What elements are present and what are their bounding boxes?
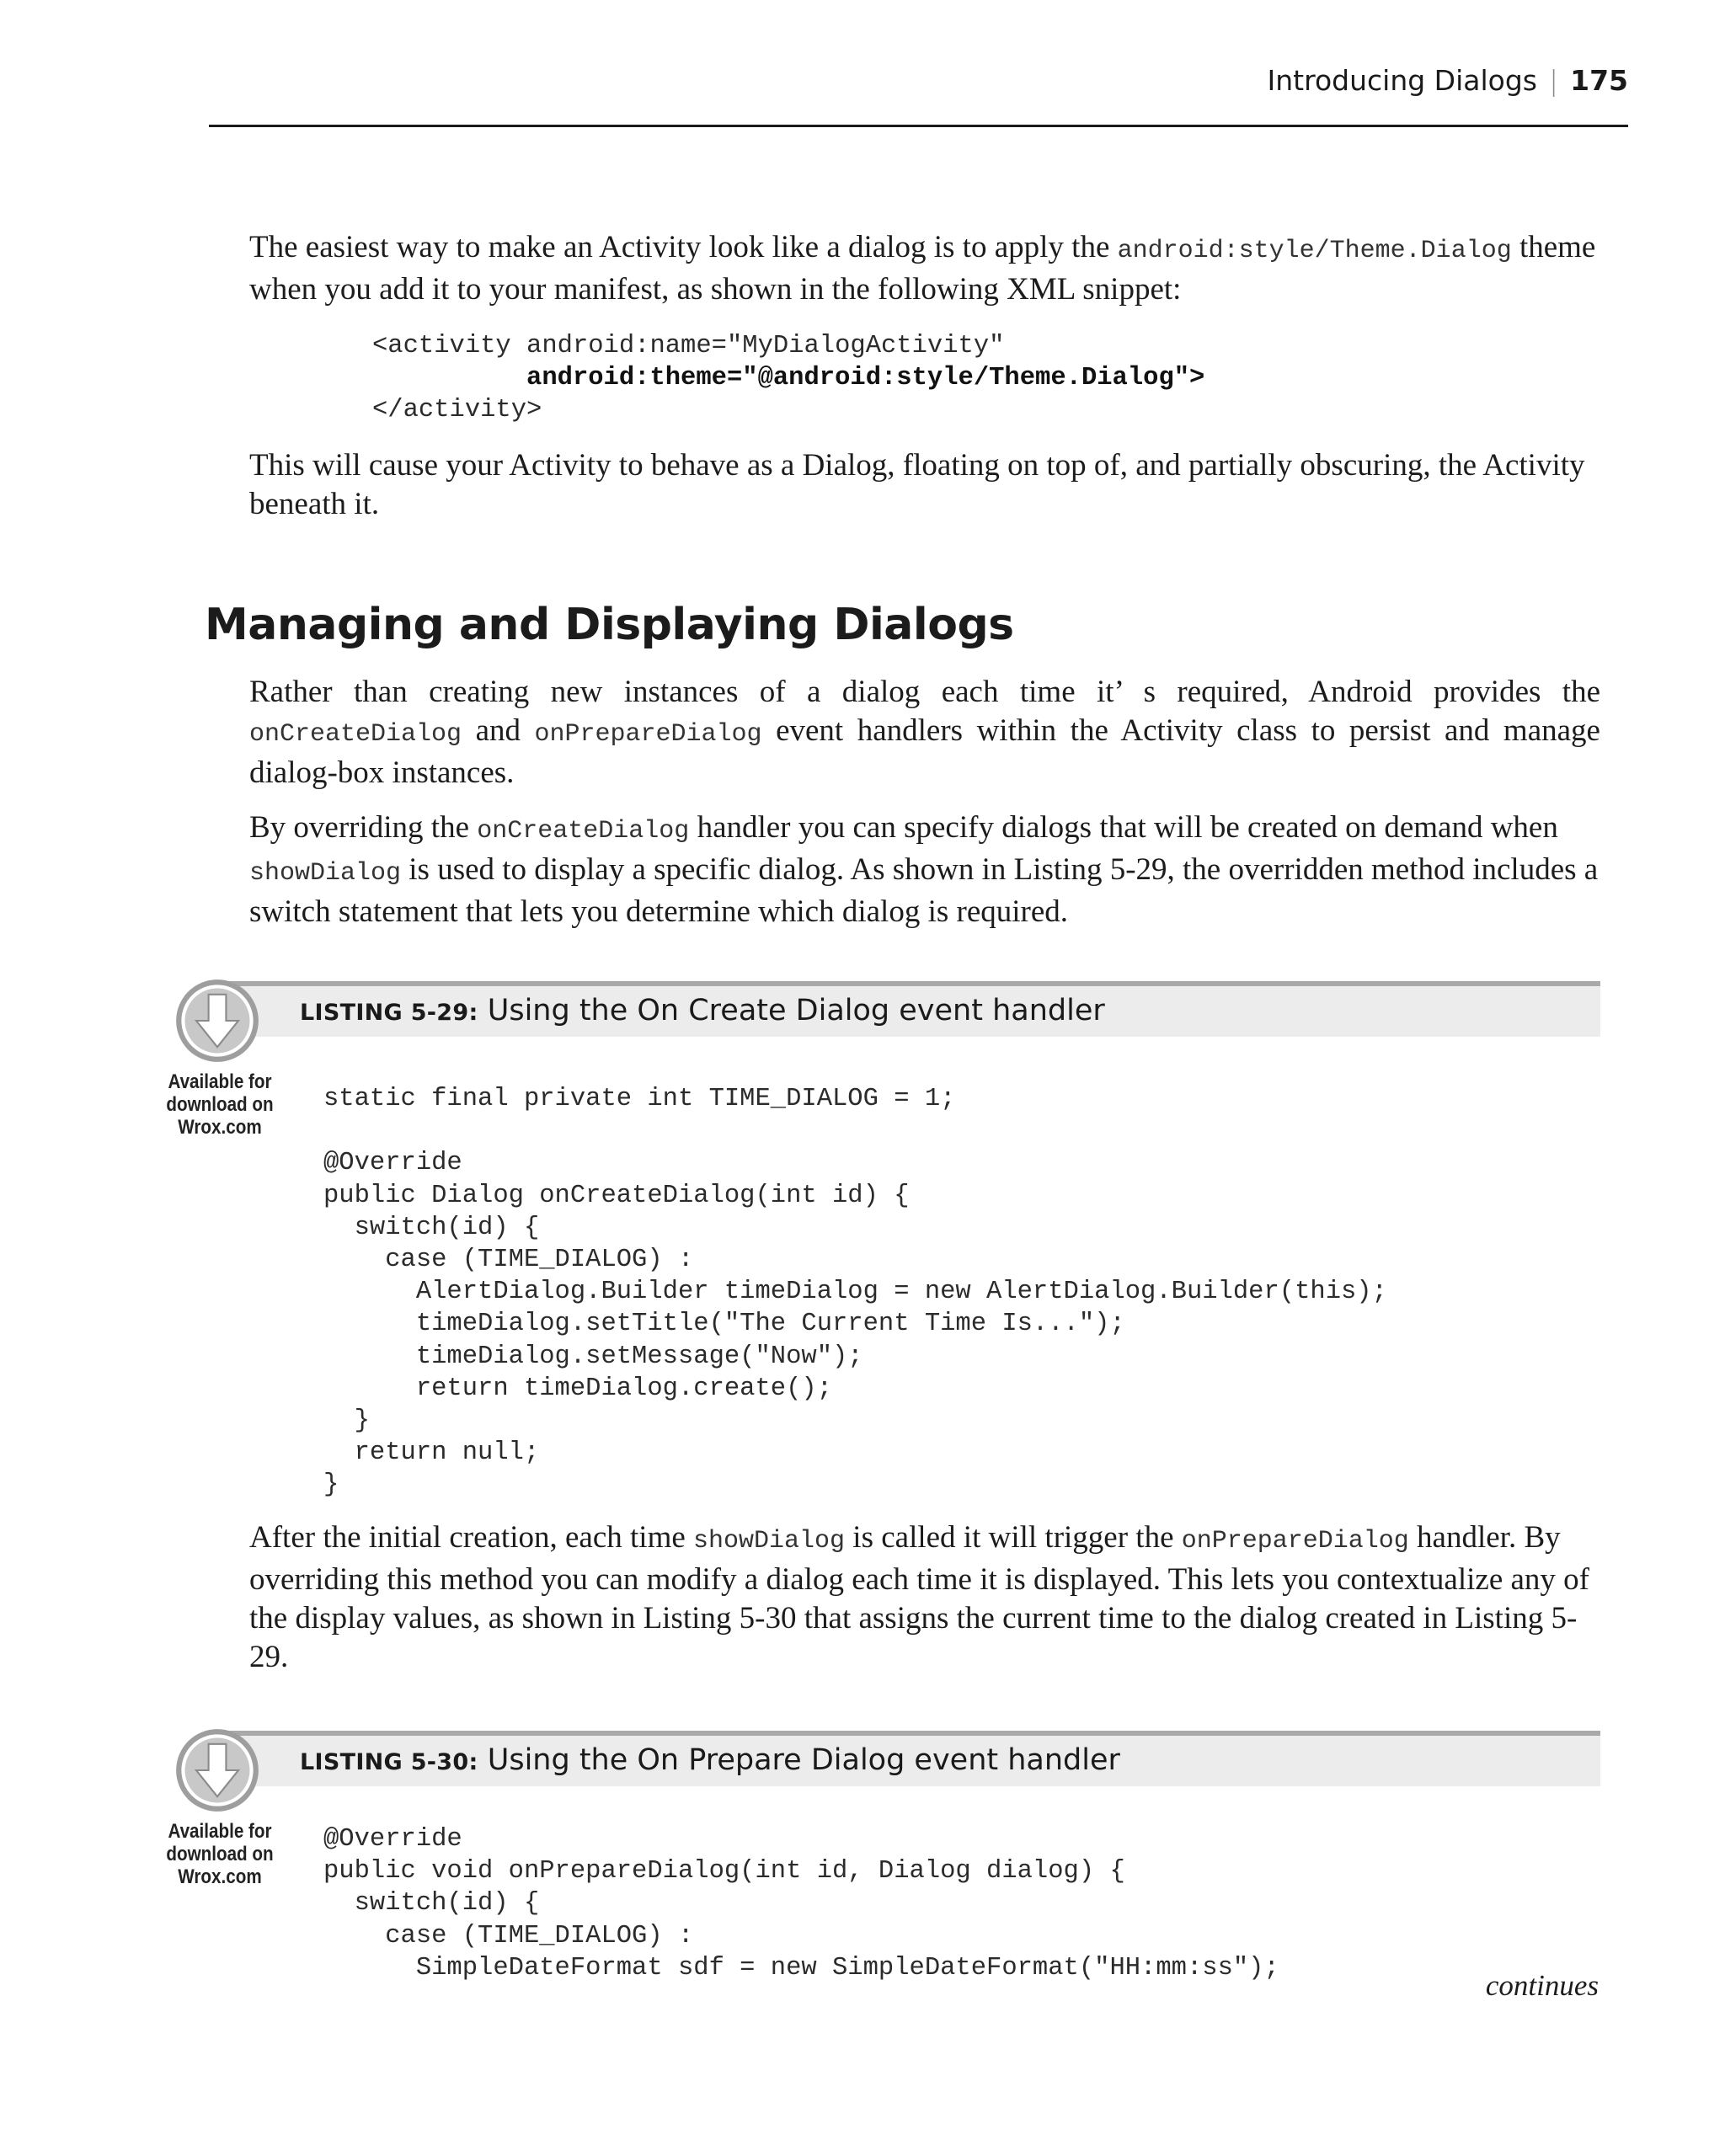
listing-code: @Override public void onPrepareDialog(int id, Dialog dialog) { switch(id) { case (TIME_DIALOG) : SimpleDateFormat sdf = new SimpleDateFormat("HH:mm:ss"); [323,1825,1279,1983]
inline-code: onPrepareDialog [534,720,762,749]
text-run: Rather than creating new instances of a dialog each time it’ s required, Android provides the [249,675,1600,709]
listing-title: Using the On Create Dialog event handler [478,994,1105,1027]
inline-code: showDialog [693,1527,846,1556]
section-paragraph-3 [249,1518,1600,1677]
text-run: The easiest way to make an Activity look like a dialog is to apply the [249,230,1118,264]
text-run: After the initial creation, each time [249,1520,694,1555]
listing-caption [300,1743,1120,1777]
inline-code: showDialog [249,859,402,888]
text-run: handler you can specify dialogs that will be created on demand when [689,810,1558,845]
continues-note: continues [1485,1969,1599,2002]
text-run: is called it will trigger the [845,1520,1182,1555]
text-run: handler. By overriding this method you can modify a dialog each time it is displayed. This lets you contextualize any of the display values, as shown in Listing 5-30 that assigns the current time to the dialog created in Listing 5-29. [249,1520,1589,1674]
badge-line: Wrox.com [178,1116,262,1139]
intro-paragraph-2: This will cause your Activity to behave as a Dialog, floating on top of, and partially obscuring, the Activity beneath it. [249,448,1585,521]
text-run: and [462,713,535,748]
badge-line: download on [166,1843,274,1865]
page-number: 175 [1570,64,1628,97]
section-paragraph-1 [249,673,1600,792]
xml-snippet [372,330,1204,427]
text-run: theme when you add it to your manifest, as shown in the following XML snippet: [249,230,1596,307]
listing-label: LISTING 5-29: [300,1000,478,1026]
running-head [1268,64,1628,97]
badge-line: Wrox.com [178,1865,262,1888]
code-line: <activity android:name="MyDialogActivity" [372,332,1005,360]
badge-line: Available for [168,1820,272,1843]
inline-code: onCreateDialog [477,817,690,846]
listing-label: LISTING 5-30: [300,1749,478,1775]
header-separator: | [1548,64,1559,97]
code-line-bold: android:theme="@android:style/Theme.Dialog"> [526,364,1205,393]
badge-line: download on [166,1093,274,1116]
chapter-section-title: Introducing Dialogs [1267,64,1537,97]
listing-title: Using the On Prepare Dialog event handler [478,1743,1120,1777]
download-badge [166,1820,275,1888]
badge-line: Available for [168,1070,272,1093]
download-badge [166,1070,275,1139]
intro-paragraph-1 [249,228,1600,309]
download-arrow-icon [174,977,261,1065]
text-run: event handlers within the Activity class to persist and manage dialog-box instances. [249,713,1600,790]
inline-code: onCreateDialog [249,720,462,749]
text-run: is used to display a specific dialog. As shown in Listing 5-29, the overridden method includes a switch statement that lets you determine which dialog is required. [249,852,1599,929]
header-rule [209,125,1628,127]
section-paragraph-2 [249,808,1600,931]
download-arrow-icon [174,1726,261,1814]
text-run: By overriding the [249,810,478,845]
listing-caption [300,994,1105,1027]
code-line: </activity> [372,396,542,425]
inline-code: android:style/Theme.Dialog [1117,237,1512,265]
section-heading: Managing and Displaying Dialogs [205,600,1014,650]
inline-code: onPrepareDialog [1181,1527,1409,1556]
listing-code: static final private int TIME_DIALOG = 1; @Override public Dialog onCreateDialog(int id) { switch(id) { case (TIME_DIALOG) : AlertDialog.Builder timeDialog = new AlertDialog.Builder(this); timeDialog.setTitle("The Current Time Is..."); timeDialog.setMessage("Now"); return timeDialog.create(); } return null; } [323,1085,1387,1500]
code-indent [372,364,526,392]
